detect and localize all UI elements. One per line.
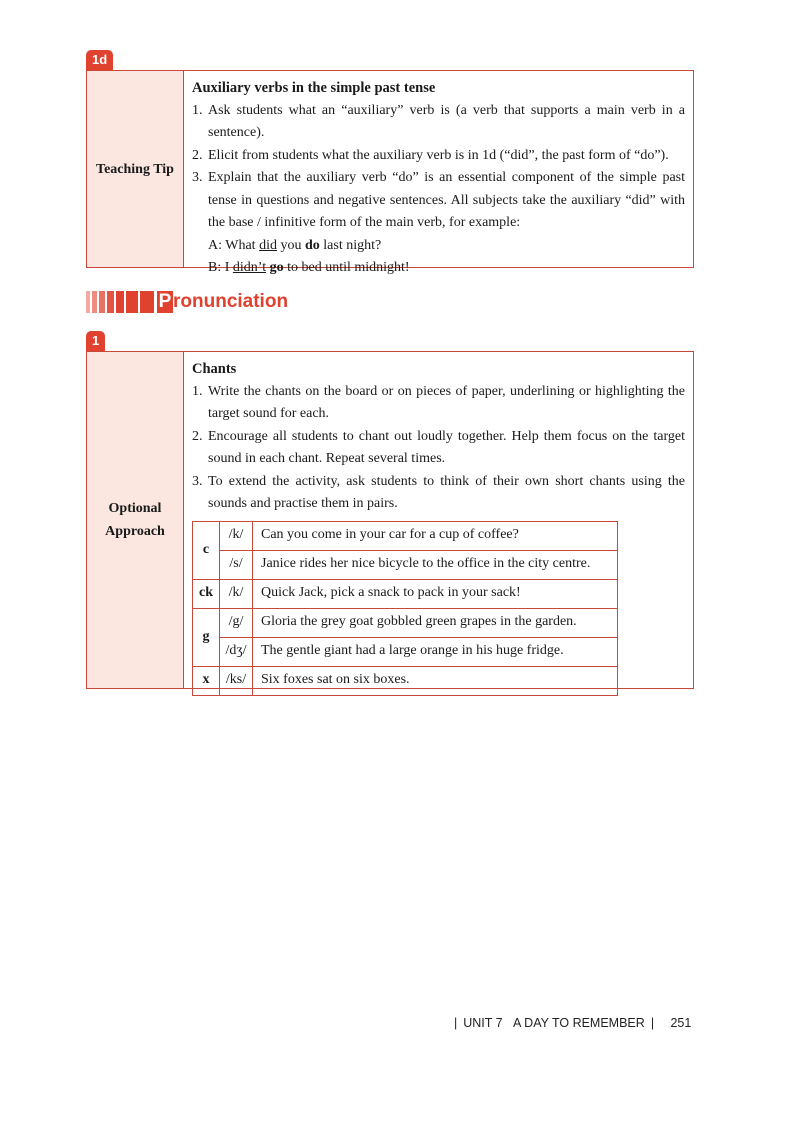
teaching-tip-box bbox=[86, 70, 694, 275]
list-item bbox=[192, 145, 685, 168]
example-a-prefix: A: What bbox=[208, 237, 260, 253]
example-b bbox=[192, 257, 685, 280]
example-a bbox=[192, 235, 685, 258]
letter-cell: x bbox=[193, 666, 220, 695]
table-row bbox=[193, 608, 618, 637]
list-text: Ask students what an “auxiliary” verb is (a verb that supports a main verb in a sentence). bbox=[208, 102, 685, 140]
letter-cell: c bbox=[193, 521, 220, 579]
heading-initial: P bbox=[158, 291, 172, 312]
table-row bbox=[193, 550, 618, 579]
list-text: Explain that the auxiliary verb “do” is an essential component of the simple past tense in questions and negative sentences. All subjects take the auxiliary “did” with the base / infinitive form of the main verb, for example: bbox=[208, 170, 685, 230]
example-b-aux: didn’t bbox=[232, 260, 267, 275]
list-item bbox=[192, 100, 685, 145]
chants-table bbox=[192, 521, 618, 696]
list-text: Encourage all students to chant out loudly together. Help them focus on the target sound in each chant. Repeat several times. bbox=[208, 428, 685, 466]
section-tab-1d: 1d bbox=[86, 50, 113, 70]
teaching-tip-content bbox=[184, 71, 693, 275]
example-b-suffix: to bed until midnight! bbox=[283, 260, 410, 275]
heading-bars-decoration bbox=[86, 290, 156, 314]
side-label-line1: Optional bbox=[108, 501, 162, 516]
sound-cell: /g/ bbox=[220, 608, 253, 637]
letter-cell: g bbox=[193, 608, 220, 666]
heading-text: ronunciation bbox=[173, 291, 289, 312]
footer-title: A DAY TO REMEMBER bbox=[513, 1016, 645, 1030]
sound-cell: /k/ bbox=[220, 521, 253, 550]
sound-cell: /k/ bbox=[220, 579, 253, 608]
chant-cell: Can you come in your car for a cup of coffee? bbox=[253, 521, 618, 550]
list-text: Elicit from students what the auxiliary verb is in 1d (“did”, the past form of “do”). bbox=[208, 147, 669, 163]
chant-cell: Janice rides her nice bicycle to the office in the city centre. bbox=[253, 550, 618, 579]
list-item bbox=[192, 426, 685, 471]
sound-cell: /ks/ bbox=[220, 666, 253, 695]
table-row bbox=[193, 521, 618, 550]
list-item bbox=[192, 167, 685, 235]
footer-unit: UNIT 7 bbox=[463, 1016, 503, 1030]
pronunciation-heading bbox=[86, 290, 288, 314]
optional-approach-box bbox=[86, 351, 694, 689]
example-a-mid: you bbox=[276, 237, 305, 253]
list-number: 2. bbox=[192, 147, 203, 163]
teaching-tip-title: Auxiliary verbs in the simple past tense bbox=[192, 80, 436, 96]
optional-approach-content bbox=[184, 352, 693, 688]
list-number: 2. bbox=[192, 428, 203, 444]
example-a-suffix: last night? bbox=[319, 237, 382, 253]
list-number: 3. bbox=[192, 170, 203, 185]
list-number: 3. bbox=[192, 473, 203, 489]
example-a-verb: do bbox=[304, 237, 320, 253]
list-number: 1. bbox=[192, 383, 203, 399]
section-tab-1: 1 bbox=[86, 331, 105, 351]
optional-approach-label bbox=[87, 352, 184, 688]
chant-cell: The gentle giant had a large orange in his huge fridge. bbox=[253, 637, 618, 666]
list-text: To extend the activity, ask students to think of their own short chants using the sounds and practise them in pairs. bbox=[208, 473, 685, 511]
page-number: 251 bbox=[670, 1016, 692, 1030]
chant-cell: Six foxes sat on six boxes. bbox=[253, 666, 618, 695]
table-row bbox=[193, 637, 618, 666]
list-item bbox=[192, 471, 685, 516]
list-number: 1. bbox=[192, 102, 203, 118]
list-item bbox=[192, 381, 685, 426]
list-text: Write the chants on the board or on pieces of paper, underlining or highlighting the target sound for each. bbox=[208, 383, 685, 421]
example-b-verb: go bbox=[269, 260, 284, 275]
footer-separator: | bbox=[454, 1016, 458, 1030]
footer-separator: | bbox=[650, 1016, 655, 1030]
sound-cell: /dʒ/ bbox=[220, 637, 253, 666]
chant-cell: Gloria the grey goat gobbled green grapes in the garden. bbox=[253, 608, 618, 637]
table-row bbox=[193, 579, 618, 608]
table-row bbox=[193, 666, 618, 695]
example-b-prefix: B: I bbox=[208, 260, 233, 275]
letter-cell: ck bbox=[193, 579, 220, 608]
example-a-aux: did bbox=[259, 237, 277, 253]
side-label-line2: Approach bbox=[105, 524, 165, 539]
chants-title: Chants bbox=[192, 361, 237, 377]
teaching-tip-label: Teaching Tip bbox=[87, 71, 184, 267]
page-footer bbox=[448, 1016, 691, 1030]
chant-cell: Quick Jack, pick a snack to pack in your sack! bbox=[253, 579, 618, 608]
sound-cell: /s/ bbox=[220, 550, 253, 579]
